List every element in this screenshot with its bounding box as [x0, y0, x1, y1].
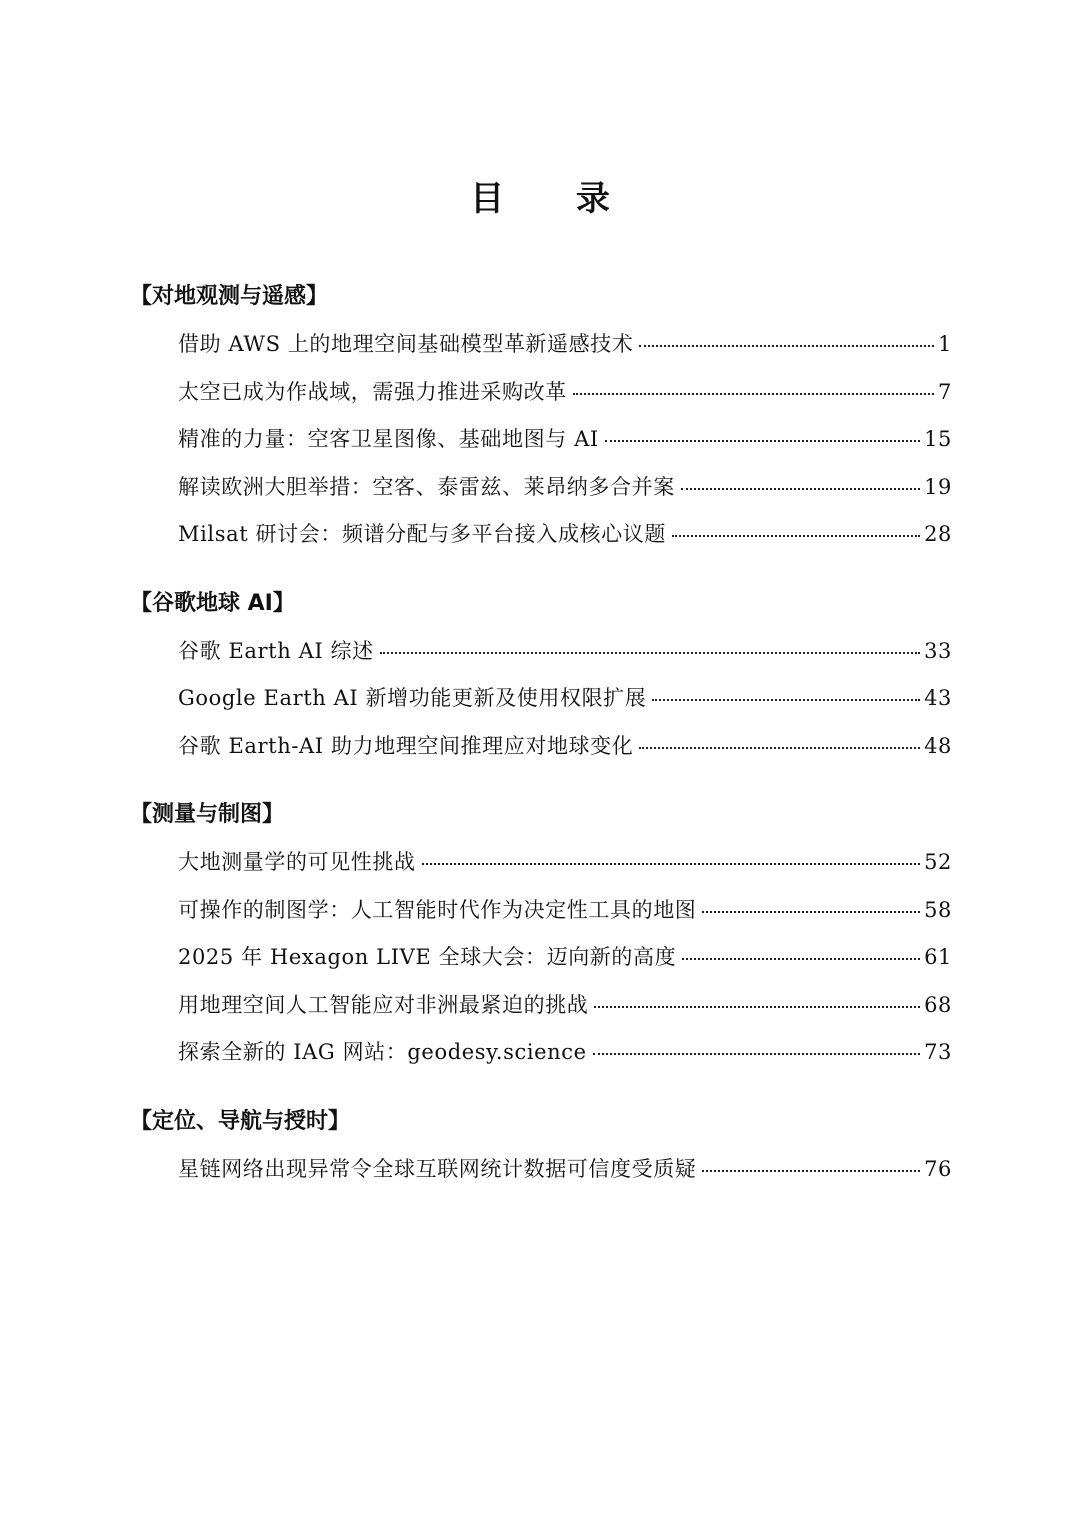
toc-entry[interactable]: [178, 422, 952, 470]
toc-entry[interactable]: [178, 375, 952, 423]
toc-section-google-earth-ai: [130, 587, 952, 777]
entry-page-number: 7: [938, 379, 952, 404]
entry-title: 谷歌 Earth AI 综述: [178, 638, 374, 663]
toc-entry[interactable]: [178, 681, 952, 729]
toc-entry[interactable]: [178, 988, 952, 1036]
entry-page-number: 73: [924, 1040, 952, 1064]
dot-leader: [682, 958, 920, 960]
entry-title: 借助 AWS 上的地理空间基础模型革新遥感技术: [178, 332, 634, 356]
dot-leader: [639, 345, 934, 347]
entry-title: 用地理空间人工智能应对非洲最紧迫的挑战: [178, 992, 589, 1017]
toc-entry[interactable]: [178, 845, 952, 893]
entry-title: Google Earth AI 新增功能更新及使用权限扩展: [178, 686, 647, 710]
entry-title: 太空已成为作战域，需强力推进采购改革: [178, 379, 567, 404]
entry-page-number: 1: [938, 332, 952, 356]
dot-leader: [639, 747, 920, 749]
dot-leader: [672, 535, 920, 537]
entry-title: 大地测量学的可见性挑战: [178, 850, 416, 874]
toc-entry[interactable]: [178, 470, 952, 518]
toc-entry[interactable]: [178, 517, 952, 565]
section-heading: 【定位、导航与授时】: [130, 1108, 351, 1134]
toc-entry[interactable]: [178, 634, 952, 682]
entry-title: 探索全新的 IAG 网站：geodesy.science: [178, 1040, 587, 1064]
entry-title: 谷歌 Earth-AI 助力地理空间推理应对地球变化: [178, 733, 634, 758]
entry-title: 2025 年 Hexagon LIVE 全球大会：迈向新的高度: [178, 945, 677, 969]
dot-leader: [702, 1170, 920, 1172]
toc-section-earth-observation: [130, 280, 952, 565]
dot-leader: [605, 440, 920, 442]
entry-page-number: 15: [924, 427, 952, 451]
entry-page-number: 61: [924, 945, 952, 969]
entry-page-number: 48: [924, 733, 952, 758]
section-heading: 【谷歌地球 AI】: [130, 590, 295, 616]
dot-leader: [652, 699, 920, 701]
dot-leader: [573, 393, 934, 395]
entry-page-number: 19: [924, 474, 952, 499]
entry-page-number: 33: [924, 638, 952, 663]
entry-page-number: 58: [924, 897, 952, 922]
entry-title: 星链网络出现异常令全球互联网统计数据可信度受质疑: [178, 1156, 697, 1181]
dot-leader: [380, 652, 920, 654]
entry-page-number: 43: [924, 686, 952, 710]
dot-leader: [422, 863, 920, 865]
dot-leader: [593, 1053, 920, 1055]
toc-section-pnt: [130, 1105, 952, 1200]
entry-title: Milsat 研讨会：频谱分配与多平台接入成核心议题: [178, 522, 666, 546]
toc-entry[interactable]: [178, 1152, 952, 1200]
page-title: 目 录: [470, 179, 640, 219]
toc-section-surveying-mapping: [130, 798, 952, 1083]
toc-entry[interactable]: [178, 729, 952, 777]
entry-title: 可操作的制图学：人工智能时代作为决定性工具的地图: [178, 897, 697, 922]
section-heading: 【测量与制图】: [130, 802, 285, 827]
entry-page-number: 52: [924, 850, 952, 874]
entry-page-number: 28: [924, 522, 952, 546]
entry-page-number: 68: [924, 992, 952, 1017]
toc-entry[interactable]: [178, 893, 952, 941]
section-heading: 【对地观测与遥感】: [130, 284, 329, 309]
dot-leader: [702, 911, 920, 913]
entry-page-number: 76: [924, 1156, 952, 1181]
toc-entry[interactable]: [178, 940, 952, 988]
dot-leader: [594, 1006, 920, 1008]
table-of-contents: [130, 280, 952, 1221]
toc-entry[interactable]: [178, 327, 952, 375]
dot-leader: [681, 488, 920, 490]
entry-title: 解读欧洲大胆举措：空客、泰雷兹、莱昂纳多合并案: [178, 474, 675, 499]
entry-title: 精准的力量：空客卫星图像、基础地图与 AI: [178, 427, 599, 451]
toc-entry[interactable]: [178, 1035, 952, 1083]
